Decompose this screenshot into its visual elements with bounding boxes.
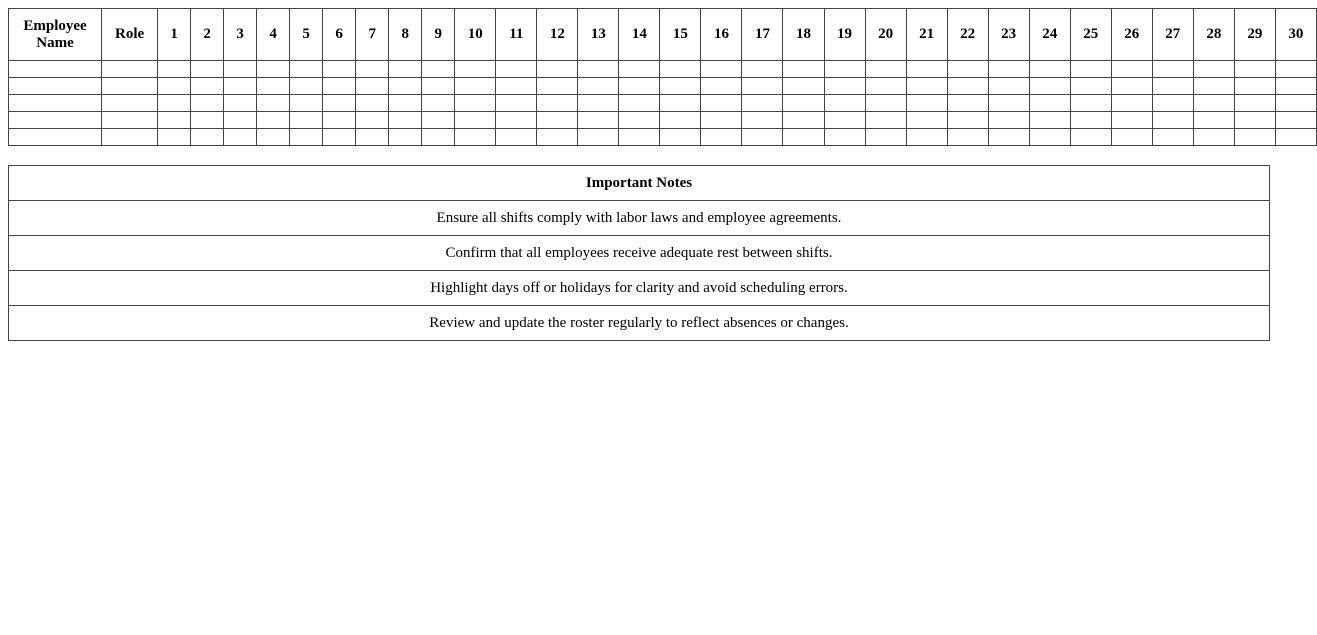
employee-name-cell[interactable] xyxy=(9,129,102,146)
day-cell[interactable] xyxy=(1275,129,1316,146)
employee-name-cell[interactable] xyxy=(9,95,102,112)
day-cell[interactable] xyxy=(158,95,191,112)
employee-name-cell[interactable] xyxy=(9,61,102,78)
employee-name-cell[interactable] xyxy=(9,112,102,129)
day-cell[interactable] xyxy=(455,61,496,78)
day-cell[interactable] xyxy=(906,129,947,146)
day-cell[interactable] xyxy=(496,95,537,112)
day-cell[interactable] xyxy=(356,78,389,95)
day-cell[interactable] xyxy=(578,129,619,146)
notes-title: Important Notes xyxy=(9,166,1270,201)
day-cell[interactable] xyxy=(290,61,323,78)
day-cell[interactable] xyxy=(619,129,660,146)
day-cell[interactable] xyxy=(537,61,578,78)
day-cell[interactable] xyxy=(389,61,422,78)
header-day-2: 2 xyxy=(191,9,224,61)
day-cell[interactable] xyxy=(1070,129,1111,146)
day-cell[interactable] xyxy=(191,95,224,112)
day-cell[interactable] xyxy=(988,95,1029,112)
day-cell[interactable] xyxy=(906,112,947,129)
day-cell[interactable] xyxy=(257,61,290,78)
notes-table xyxy=(8,165,1270,341)
day-cell[interactable] xyxy=(158,61,191,78)
day-cell[interactable] xyxy=(422,112,455,129)
day-cell[interactable] xyxy=(1234,78,1275,95)
day-cell[interactable] xyxy=(224,112,257,129)
header-day-17: 17 xyxy=(742,9,783,61)
role-cell[interactable] xyxy=(102,78,158,95)
day-cell[interactable] xyxy=(578,78,619,95)
day-cell[interactable] xyxy=(619,61,660,78)
day-cell[interactable] xyxy=(1111,112,1152,129)
day-cell[interactable] xyxy=(356,112,389,129)
day-cell[interactable] xyxy=(191,129,224,146)
day-cell[interactable] xyxy=(824,61,865,78)
day-cell[interactable] xyxy=(865,61,906,78)
header-day-28: 28 xyxy=(1193,9,1234,61)
day-cell[interactable] xyxy=(290,78,323,95)
header-day-29: 29 xyxy=(1234,9,1275,61)
roster-row xyxy=(9,61,1317,78)
roster-table xyxy=(8,8,1317,146)
day-cell[interactable] xyxy=(224,61,257,78)
employee-name-cell[interactable] xyxy=(9,78,102,95)
day-cell[interactable] xyxy=(701,112,742,129)
day-cell[interactable] xyxy=(1029,95,1070,112)
day-cell[interactable] xyxy=(537,112,578,129)
day-cell[interactable] xyxy=(1070,112,1111,129)
day-cell[interactable] xyxy=(1111,61,1152,78)
day-cell[interactable] xyxy=(865,112,906,129)
day-cell[interactable] xyxy=(191,78,224,95)
roster-table-container xyxy=(8,8,1304,147)
day-cell[interactable] xyxy=(701,78,742,95)
day-cell[interactable] xyxy=(1234,95,1275,112)
day-cell[interactable] xyxy=(158,129,191,146)
note-item: Ensure all shifts comply with labor laws and employee agreements. xyxy=(9,201,1270,236)
header-day-19: 19 xyxy=(824,9,865,61)
day-cell[interactable] xyxy=(824,112,865,129)
day-cell[interactable] xyxy=(701,129,742,146)
header-day-13: 13 xyxy=(578,9,619,61)
day-cell[interactable] xyxy=(865,78,906,95)
day-cell[interactable] xyxy=(257,78,290,95)
header-day-22: 22 xyxy=(947,9,988,61)
day-cell[interactable] xyxy=(257,112,290,129)
day-cell[interactable] xyxy=(742,95,783,112)
day-cell[interactable] xyxy=(1193,95,1234,112)
note-item: Review and update the roster regularly to reflect absences or changes. xyxy=(9,306,1270,341)
day-cell[interactable] xyxy=(455,95,496,112)
day-cell[interactable] xyxy=(290,95,323,112)
day-cell[interactable] xyxy=(1193,112,1234,129)
note-item: Highlight days off or holidays for clarity and avoid scheduling errors. xyxy=(9,271,1270,306)
day-cell[interactable] xyxy=(323,129,356,146)
role-cell[interactable] xyxy=(102,61,158,78)
day-cell[interactable] xyxy=(323,78,356,95)
day-cell[interactable] xyxy=(496,78,537,95)
day-cell[interactable] xyxy=(906,78,947,95)
header-day-6: 6 xyxy=(323,9,356,61)
day-cell[interactable] xyxy=(906,61,947,78)
day-cell[interactable] xyxy=(158,78,191,95)
day-cell[interactable] xyxy=(783,78,824,95)
day-cell[interactable] xyxy=(455,78,496,95)
day-cell[interactable] xyxy=(988,61,1029,78)
day-cell[interactable] xyxy=(323,112,356,129)
note-row xyxy=(9,306,1270,341)
day-cell[interactable] xyxy=(224,129,257,146)
day-cell[interactable] xyxy=(356,95,389,112)
note-row xyxy=(9,271,1270,306)
day-cell[interactable] xyxy=(742,129,783,146)
header-day-10: 10 xyxy=(455,9,496,61)
role-cell[interactable] xyxy=(102,95,158,112)
day-cell[interactable] xyxy=(824,129,865,146)
day-cell[interactable] xyxy=(1152,129,1193,146)
day-cell[interactable] xyxy=(701,61,742,78)
day-cell[interactable] xyxy=(1275,112,1316,129)
day-cell[interactable] xyxy=(578,61,619,78)
day-cell[interactable] xyxy=(578,95,619,112)
header-day-12: 12 xyxy=(537,9,578,61)
day-cell[interactable] xyxy=(1070,95,1111,112)
day-cell[interactable] xyxy=(1111,129,1152,146)
header-day-27: 27 xyxy=(1152,9,1193,61)
day-cell[interactable] xyxy=(1193,61,1234,78)
day-cell[interactable] xyxy=(496,112,537,129)
day-cell[interactable] xyxy=(323,95,356,112)
roster-row xyxy=(9,129,1317,146)
day-cell[interactable] xyxy=(824,78,865,95)
day-cell[interactable] xyxy=(537,129,578,146)
day-cell[interactable] xyxy=(1152,112,1193,129)
day-cell[interactable] xyxy=(191,61,224,78)
day-cell[interactable] xyxy=(537,95,578,112)
day-cell[interactable] xyxy=(1111,95,1152,112)
header-day-1: 1 xyxy=(158,9,191,61)
day-cell[interactable] xyxy=(742,78,783,95)
roster-row xyxy=(9,95,1317,112)
day-cell[interactable] xyxy=(783,95,824,112)
day-cell[interactable] xyxy=(257,129,290,146)
day-cell[interactable] xyxy=(389,95,422,112)
header-day-16: 16 xyxy=(701,9,742,61)
day-cell[interactable] xyxy=(619,78,660,95)
note-row xyxy=(9,236,1270,271)
day-cell[interactable] xyxy=(619,95,660,112)
header-day-25: 25 xyxy=(1070,9,1111,61)
day-cell[interactable] xyxy=(323,61,356,78)
day-cell[interactable] xyxy=(619,112,660,129)
day-cell[interactable] xyxy=(1111,78,1152,95)
header-day-26: 26 xyxy=(1111,9,1152,61)
day-cell[interactable] xyxy=(1029,78,1070,95)
day-cell[interactable] xyxy=(290,112,323,129)
day-cell[interactable] xyxy=(1070,78,1111,95)
day-cell[interactable] xyxy=(783,112,824,129)
day-cell[interactable] xyxy=(1275,61,1316,78)
day-cell[interactable] xyxy=(906,95,947,112)
day-cell[interactable] xyxy=(455,129,496,146)
notes-table-container xyxy=(8,165,1270,341)
header-day-24: 24 xyxy=(1029,9,1070,61)
day-cell[interactable] xyxy=(1152,95,1193,112)
day-cell[interactable] xyxy=(947,129,988,146)
day-cell[interactable] xyxy=(660,129,701,146)
day-cell[interactable] xyxy=(389,129,422,146)
roster-row xyxy=(9,78,1317,95)
day-cell[interactable] xyxy=(988,112,1029,129)
day-cell[interactable] xyxy=(422,78,455,95)
day-cell[interactable] xyxy=(1029,61,1070,78)
day-cell[interactable] xyxy=(224,95,257,112)
day-cell[interactable] xyxy=(1070,61,1111,78)
day-cell[interactable] xyxy=(1275,78,1316,95)
header-employee-name: Employee Name xyxy=(9,9,102,61)
day-cell[interactable] xyxy=(947,112,988,129)
header-day-21: 21 xyxy=(906,9,947,61)
day-cell[interactable] xyxy=(1152,78,1193,95)
day-cell[interactable] xyxy=(496,61,537,78)
notes-header-row xyxy=(9,166,1270,201)
roster-row xyxy=(9,112,1317,129)
day-cell[interactable] xyxy=(783,61,824,78)
day-cell[interactable] xyxy=(1234,129,1275,146)
role-cell[interactable] xyxy=(102,129,158,146)
day-cell[interactable] xyxy=(1234,112,1275,129)
header-role: Role xyxy=(102,9,158,61)
header-day-15: 15 xyxy=(660,9,701,61)
header-day-30: 30 xyxy=(1275,9,1316,61)
day-cell[interactable] xyxy=(947,95,988,112)
day-cell[interactable] xyxy=(660,61,701,78)
day-cell[interactable] xyxy=(1193,78,1234,95)
day-cell[interactable] xyxy=(389,78,422,95)
day-cell[interactable] xyxy=(578,112,619,129)
header-day-14: 14 xyxy=(619,9,660,61)
day-cell[interactable] xyxy=(422,95,455,112)
day-cell[interactable] xyxy=(1234,61,1275,78)
header-day-9: 9 xyxy=(422,9,455,61)
day-cell[interactable] xyxy=(496,129,537,146)
header-day-20: 20 xyxy=(865,9,906,61)
note-item: Confirm that all employees receive adequate rest between shifts. xyxy=(9,236,1270,271)
day-cell[interactable] xyxy=(290,129,323,146)
role-cell[interactable] xyxy=(102,112,158,129)
day-cell[interactable] xyxy=(356,129,389,146)
note-row xyxy=(9,201,1270,236)
day-cell[interactable] xyxy=(988,78,1029,95)
day-cell[interactable] xyxy=(701,95,742,112)
day-cell[interactable] xyxy=(1275,95,1316,112)
day-cell[interactable] xyxy=(865,95,906,112)
day-cell[interactable] xyxy=(824,95,865,112)
day-cell[interactable] xyxy=(422,61,455,78)
roster-header-row xyxy=(9,9,1317,61)
day-cell[interactable] xyxy=(455,112,496,129)
day-cell[interactable] xyxy=(158,112,191,129)
day-cell[interactable] xyxy=(742,112,783,129)
day-cell[interactable] xyxy=(988,129,1029,146)
day-cell[interactable] xyxy=(1152,61,1193,78)
header-day-5: 5 xyxy=(290,9,323,61)
day-cell[interactable] xyxy=(660,95,701,112)
header-day-18: 18 xyxy=(783,9,824,61)
day-cell[interactable] xyxy=(1193,129,1234,146)
header-day-8: 8 xyxy=(389,9,422,61)
day-cell[interactable] xyxy=(1029,112,1070,129)
header-day-3: 3 xyxy=(224,9,257,61)
header-day-23: 23 xyxy=(988,9,1029,61)
day-cell[interactable] xyxy=(191,112,224,129)
header-day-11: 11 xyxy=(496,9,537,61)
day-cell[interactable] xyxy=(1029,129,1070,146)
day-cell[interactable] xyxy=(865,129,906,146)
day-cell[interactable] xyxy=(783,129,824,146)
day-cell[interactable] xyxy=(537,78,578,95)
day-cell[interactable] xyxy=(947,78,988,95)
day-cell[interactable] xyxy=(224,78,257,95)
day-cell[interactable] xyxy=(257,95,290,112)
day-cell[interactable] xyxy=(660,78,701,95)
day-cell[interactable] xyxy=(422,129,455,146)
header-day-7: 7 xyxy=(356,9,389,61)
day-cell[interactable] xyxy=(947,61,988,78)
header-day-4: 4 xyxy=(257,9,290,61)
day-cell[interactable] xyxy=(660,112,701,129)
day-cell[interactable] xyxy=(389,112,422,129)
day-cell[interactable] xyxy=(742,61,783,78)
day-cell[interactable] xyxy=(356,61,389,78)
